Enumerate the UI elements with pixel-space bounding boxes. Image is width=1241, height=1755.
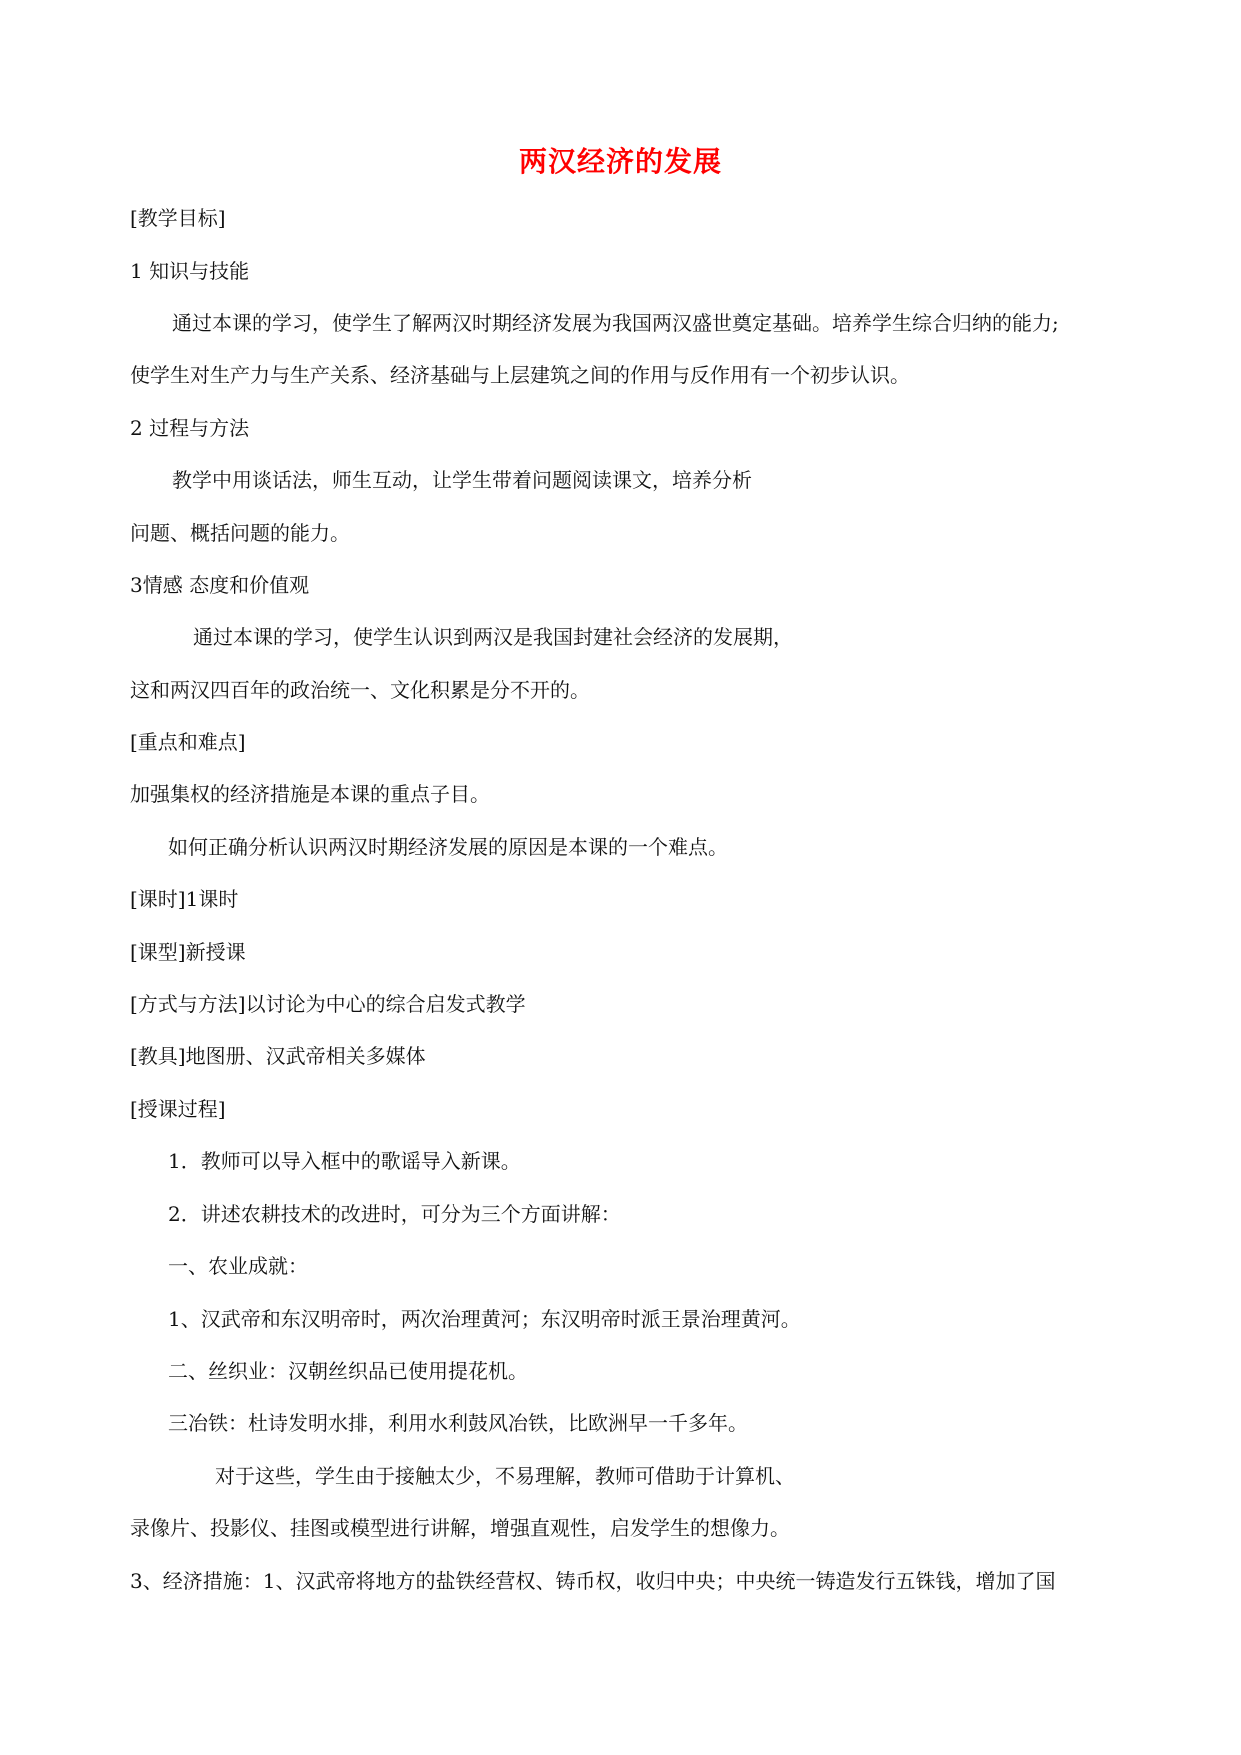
list-item: 1．教师可以导入框中的歌谣导入新课。 (168, 1149, 521, 1173)
subheading-process-method: 2 过程与方法 (130, 416, 250, 440)
paragraph-line: 录像片、投影仪、挂图或模型进行讲解，增强直观性，启发学生的想像力。 (130, 1516, 790, 1540)
paragraph-line: 通过本课的学习，使学生了解两汉时期经济发展为我国两汉盛世奠定基础。培养学生综合归纳的能力; (172, 311, 1059, 335)
subheading-emotion-values: 3情感 态度和价值观 (130, 573, 310, 597)
subheading-knowledge-skills: 1 知识与技能 (130, 259, 250, 283)
paragraph-line: 3、经济措施：1、汉武帝将地方的盐铁经营权、铸币权，收归中央；中央统一铸造发行五铢钱，增加了国 (130, 1569, 1056, 1593)
paragraph-line: 使学生对生产力与生产关系、经济基础与上层建筑之间的作用与反作用有一个初步认识。 (130, 363, 910, 387)
section-heading-objectives: [教学目标] (130, 206, 226, 230)
meta-method: [方式与方法]以讨论为中心的综合启发式教学 (130, 992, 526, 1016)
list-item: 一、农业成就： (168, 1254, 308, 1278)
meta-class-type: [课型]新授课 (130, 940, 246, 964)
meta-teaching-aids: [教具]地图册、汉武帝相关多媒体 (130, 1044, 426, 1068)
paragraph-line: 这和两汉四百年的政治统一、文化积累是分不开的。 (130, 678, 590, 702)
paragraph-line: 通过本课的学习，使学生认识到两汉是我国封建社会经济的发展期， (193, 625, 793, 649)
meta-class-hours: [课时]1课时 (130, 887, 239, 911)
list-item: 2．讲述农耕技术的改进时，可分为三个方面讲解： (168, 1202, 621, 1226)
section-heading-process: [授课过程] (130, 1097, 226, 1121)
list-item: 1、汉武帝和东汉明帝时，两次治理黄河；东汉明帝时派王景治理黄河。 (168, 1307, 801, 1331)
paragraph-line: 问题、概括问题的能力。 (130, 521, 350, 545)
paragraph-line: 对于这些，学生由于接触太少，不易理解，教师可借助于计算机、 (215, 1464, 795, 1488)
list-item: 二、丝织业：汉朝丝织品已使用提花机。 (168, 1359, 528, 1383)
list-item: 三冶铁：杜诗发明水排，利用水利鼓风冶铁，比欧洲早一千多年。 (168, 1411, 748, 1435)
paragraph-line: 教学中用谈话法，师生互动，让学生带着问题阅读课文，培养分析 (172, 468, 752, 492)
document-title: 两汉经济的发展 (518, 145, 722, 178)
paragraph-line: 加强集权的经济措施是本课的重点子目。 (130, 782, 490, 806)
section-heading-key-points: [重点和难点] (130, 730, 246, 754)
paragraph-line: 如何正确分析认识两汉时期经济发展的原因是本课的一个难点。 (168, 835, 728, 859)
